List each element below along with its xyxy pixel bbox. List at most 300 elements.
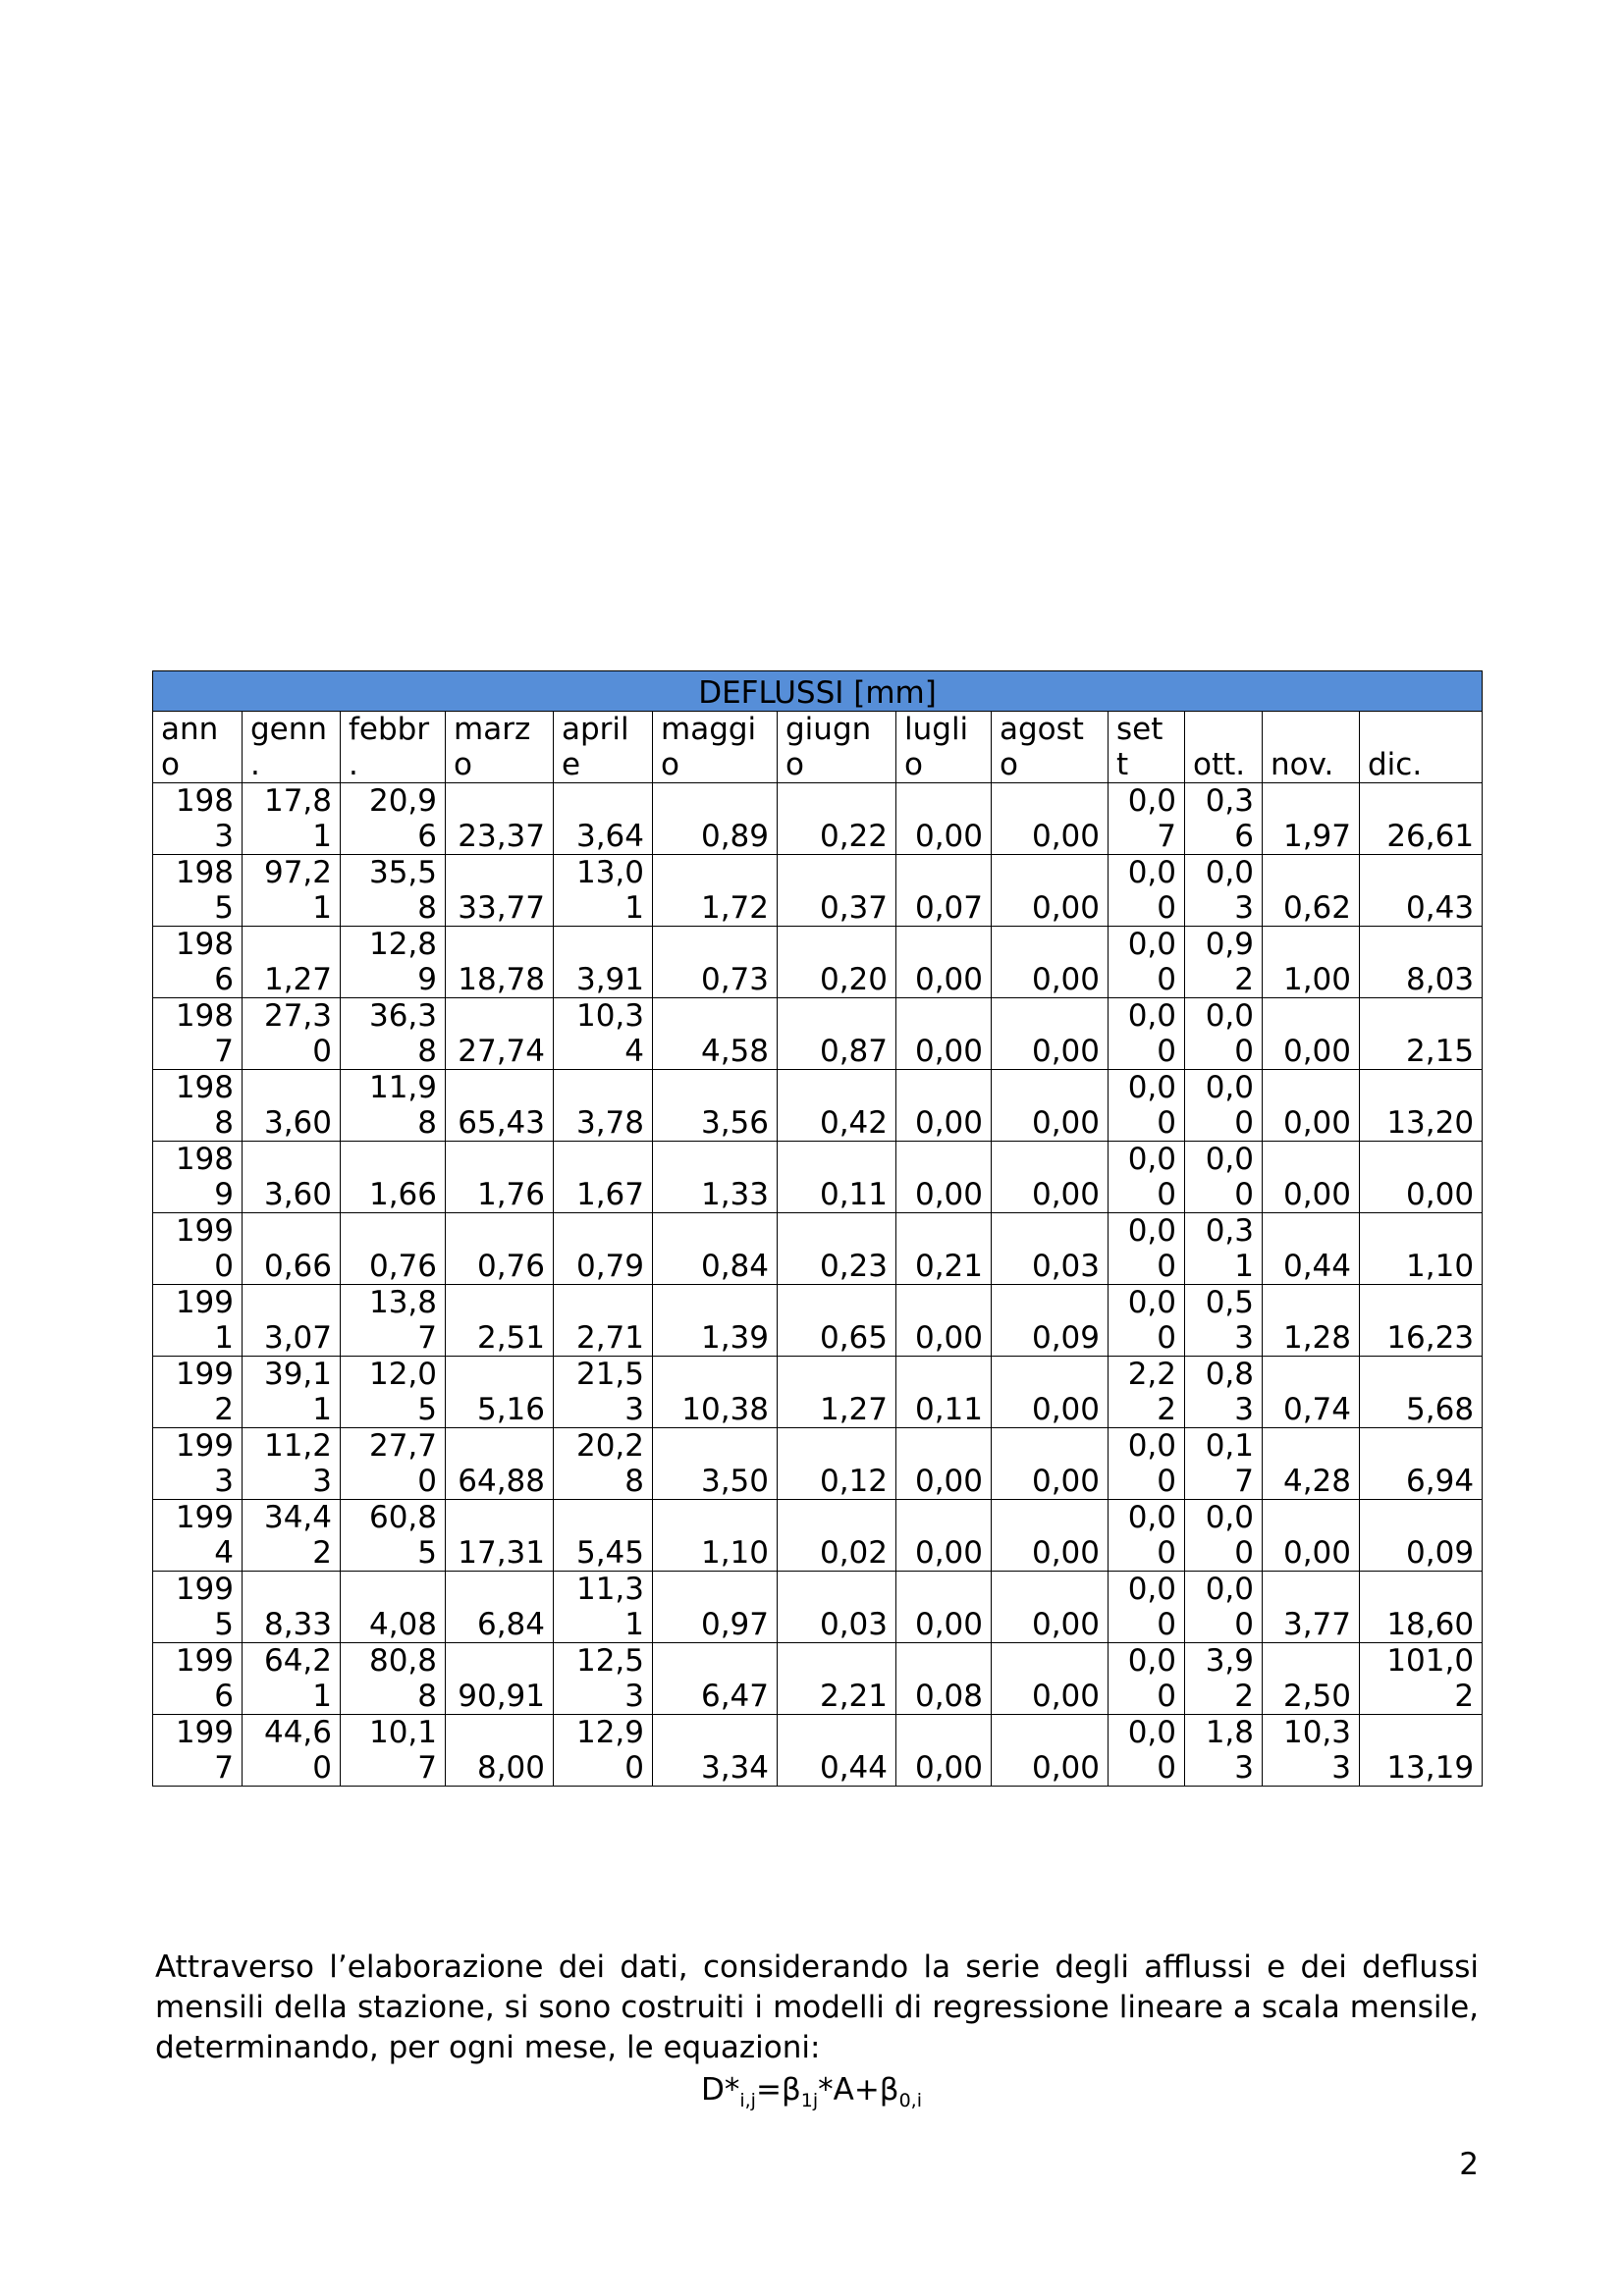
cell-line-1: 0,0 — [1127, 1715, 1176, 1750]
cell-line-2: 0,20 — [819, 962, 888, 997]
cell-line-2: 13,20 — [1386, 1105, 1475, 1141]
table-row — [153, 855, 1483, 927]
table-cell — [778, 1500, 896, 1572]
table-cell — [243, 1500, 341, 1572]
table-cell — [446, 855, 554, 927]
cell-line-2: 7 — [214, 1034, 234, 1069]
cell-line-2: 0,00 — [1031, 1105, 1100, 1141]
table-cell — [653, 1070, 778, 1142]
cell-line-2: 5,45 — [575, 1535, 644, 1571]
cell-line-2: 0,00 — [914, 1034, 983, 1069]
table-cell — [1263, 1285, 1360, 1357]
cell-line-1: 0,9 — [1205, 927, 1254, 962]
cell-line-2: 26,61 — [1386, 819, 1475, 854]
table-cell — [653, 998, 778, 1070]
cell-line-2: 18,60 — [1386, 1607, 1475, 1642]
cell-line-2: o — [1000, 747, 1018, 782]
cell-line-2: 0,65 — [819, 1320, 888, 1356]
cell-line-2: 2 — [1454, 1679, 1475, 1714]
table-cell — [243, 1070, 341, 1142]
cell-line-2: 7 — [214, 1750, 234, 1786]
table-row — [153, 1213, 1483, 1285]
cell-line-1: 36,3 — [368, 998, 437, 1034]
table-cell — [554, 783, 653, 855]
cell-line-2: 3 — [214, 819, 234, 854]
table-cell — [1185, 783, 1263, 855]
cell-line-2: 1 — [312, 1392, 332, 1427]
cell-line-1: april — [562, 712, 629, 747]
table-cell — [243, 927, 341, 998]
cell-line-1: 0,3 — [1205, 1213, 1254, 1249]
table-cell — [1263, 1643, 1360, 1715]
table-cell — [153, 855, 243, 927]
cell-line-1: 0,0 — [1205, 1500, 1254, 1535]
table-cell — [896, 1428, 992, 1500]
table-cell — [653, 1428, 778, 1500]
table-cell — [653, 1357, 778, 1428]
cell-line-1: 0,0 — [1127, 1285, 1176, 1320]
table-cell — [778, 1643, 896, 1715]
table-cell — [992, 1213, 1109, 1285]
table-cell — [1109, 1643, 1185, 1715]
cell-line-2: 0 — [624, 1750, 644, 1786]
cell-line-2: o — [454, 747, 472, 782]
table-cell — [778, 927, 896, 998]
cell-line-2: 1 — [624, 1607, 644, 1642]
cell-line-2: 8 — [417, 890, 437, 926]
cell-line-1: 12,5 — [575, 1643, 644, 1679]
table-cell — [1185, 1285, 1263, 1357]
cell-line-1: 34,4 — [263, 1500, 332, 1535]
cell-line-1: 0,8 — [1205, 1357, 1254, 1392]
cell-line-2: 0,00 — [1031, 890, 1100, 926]
cell-line-2: 0 — [1157, 1607, 1176, 1642]
table-cell — [446, 998, 554, 1070]
cell-line-2: 0,00 — [1282, 1105, 1351, 1141]
table-row — [153, 1285, 1483, 1357]
cell-line-2: 1 — [214, 1320, 234, 1356]
table-cell — [1360, 1715, 1483, 1787]
table-cell — [992, 1643, 1109, 1715]
cell-line-2: 8,00 — [476, 1750, 545, 1786]
cell-line-2: 2 — [1157, 1392, 1176, 1427]
cell-line-2: dic. — [1368, 747, 1423, 782]
table-cell — [554, 1070, 653, 1142]
cell-line-2: 0,89 — [700, 819, 769, 854]
cell-line-2: 0,00 — [914, 819, 983, 854]
cell-line-1: genn — [250, 712, 328, 747]
cell-line-2: 0,00 — [1031, 1535, 1100, 1571]
cell-line-1: 2,2 — [1127, 1357, 1176, 1392]
cell-line-2: 0 — [1234, 1535, 1254, 1571]
table-cell — [1360, 855, 1483, 927]
table-title-row — [153, 671, 1483, 712]
cell-line-2: 4,58 — [700, 1034, 769, 1069]
cell-line-2: 3,91 — [575, 962, 644, 997]
table-cell — [1360, 1428, 1483, 1500]
cell-line-2: 5 — [214, 890, 234, 926]
cell-line-2: 0,76 — [476, 1249, 545, 1284]
cell-line-2: 0,00 — [914, 1105, 983, 1141]
cell-line-1: 20,2 — [575, 1428, 644, 1464]
cell-line-2: 3,78 — [575, 1105, 644, 1141]
cell-line-2: 13,19 — [1386, 1750, 1475, 1786]
table-cell — [153, 1142, 243, 1213]
table-cell — [1263, 1142, 1360, 1213]
cell-line-2: 23,37 — [458, 819, 545, 854]
table-cell — [1109, 855, 1185, 927]
cell-line-2: 0,11 — [914, 1392, 983, 1427]
cell-line-2: t — [1116, 747, 1129, 782]
table-cell — [896, 1357, 992, 1428]
table-cell — [1263, 1500, 1360, 1572]
table-cell — [554, 855, 653, 927]
cell-line-1: 0,0 — [1127, 927, 1176, 962]
table-cell — [653, 855, 778, 927]
cell-line-2: 7 — [1234, 1464, 1254, 1499]
table-cell — [153, 1213, 243, 1285]
cell-line-2: 0,00 — [1031, 1392, 1100, 1427]
table-cell — [778, 998, 896, 1070]
cell-line-2: 0,00 — [914, 1320, 983, 1356]
cell-line-1: lugli — [904, 712, 969, 747]
cell-line-2: 17,31 — [458, 1535, 545, 1571]
cell-line-2: 0,42 — [819, 1105, 888, 1141]
cell-line-2: 0,23 — [819, 1249, 888, 1284]
cell-line-2: 5,68 — [1406, 1392, 1475, 1427]
table-cell — [341, 1572, 446, 1643]
table-cell — [341, 1643, 446, 1715]
header-row — [153, 712, 1483, 783]
cell-line-2: 0,07 — [914, 890, 983, 926]
cell-line-2: 0 — [1157, 1320, 1176, 1356]
cell-line-2: 0,37 — [819, 890, 888, 926]
cell-line-2: 1,27 — [819, 1392, 888, 1427]
cell-line-2: 65,43 — [458, 1105, 545, 1141]
cell-line-2: 1 — [312, 890, 332, 926]
cell-line-2: 0 — [1157, 1105, 1176, 1141]
cell-line-1: marz — [454, 712, 531, 747]
table-cell — [778, 1715, 896, 1787]
cell-line-2: 0,97 — [700, 1607, 769, 1642]
cell-line-2: 3,60 — [263, 1105, 332, 1141]
cell-line-1: agost — [1000, 712, 1084, 747]
cell-line-2: o — [161, 747, 180, 782]
table-cell — [1185, 1428, 1263, 1500]
cell-line-2: 2,15 — [1406, 1034, 1475, 1069]
cell-line-1: 0,0 — [1127, 783, 1176, 819]
cell-line-2: 8,33 — [263, 1607, 332, 1642]
cell-line-2: 4 — [214, 1535, 234, 1571]
table-cell — [1109, 1357, 1185, 1428]
cell-line-2: 3,07 — [263, 1320, 332, 1356]
header-cell — [243, 712, 341, 783]
cell-line-2: 18,78 — [458, 962, 545, 997]
header-cell — [153, 712, 243, 783]
table-cell — [1109, 1142, 1185, 1213]
cell-line-1: 198 — [175, 855, 234, 890]
table-cell — [1109, 1715, 1185, 1787]
cell-line-2: 33,77 — [458, 890, 545, 926]
table-cell — [1263, 1428, 1360, 1500]
cell-line-2: 2 — [214, 1392, 234, 1427]
cell-line-1: 17,8 — [263, 783, 332, 819]
cell-line-2: 0,00 — [1031, 962, 1100, 997]
cell-line-2: 8 — [624, 1464, 644, 1499]
table-cell — [1185, 1500, 1263, 1572]
cell-line-2: 1,39 — [700, 1320, 769, 1356]
table-cell — [446, 1572, 554, 1643]
cell-line-2: 2 — [1234, 962, 1254, 997]
cell-line-2: 3 — [1331, 1750, 1351, 1786]
cell-line-1: 0,0 — [1127, 1500, 1176, 1535]
table-cell — [992, 1572, 1109, 1643]
page-number: 2 — [1459, 2147, 1479, 2182]
cell-line-1: 12,0 — [368, 1357, 437, 1392]
table-cell — [992, 1357, 1109, 1428]
cell-line-2: 1 — [624, 890, 644, 926]
cell-line-2: 1 — [1234, 1249, 1254, 1284]
table-cell — [1360, 927, 1483, 998]
table-row — [153, 1142, 1483, 1213]
table-cell — [778, 1070, 896, 1142]
cell-line-2: 3 — [1234, 1750, 1254, 1786]
formula-sub-1j: 1j — [800, 2090, 819, 2111]
table-cell — [341, 855, 446, 927]
header-cell — [896, 712, 992, 783]
cell-line-2: 0 — [1157, 962, 1176, 997]
table-cell — [1263, 855, 1360, 927]
cell-line-1: 11,2 — [263, 1428, 332, 1464]
cell-line-2: 0,44 — [819, 1750, 888, 1786]
cell-line-2: 0 — [1157, 1464, 1176, 1499]
table-cell — [341, 783, 446, 855]
table-cell — [243, 1142, 341, 1213]
table-cell — [1109, 998, 1185, 1070]
cell-line-2: 9 — [417, 962, 437, 997]
cell-line-2: 0,66 — [263, 1249, 332, 1284]
cell-line-2: 3,60 — [263, 1177, 332, 1212]
table-cell — [1263, 927, 1360, 998]
cell-line-2: 3,77 — [1282, 1607, 1351, 1642]
cell-line-2: 0 — [1157, 1679, 1176, 1714]
table-cell — [992, 998, 1109, 1070]
cell-line-2: 3,64 — [575, 819, 644, 854]
cell-line-1: 13,0 — [575, 855, 644, 890]
cell-line-2: 0 — [312, 1034, 332, 1069]
cell-line-1: 27,7 — [368, 1428, 437, 1464]
cell-line-1: 0,0 — [1127, 998, 1176, 1034]
cell-line-2: . — [250, 747, 260, 782]
table-cell — [1360, 1285, 1483, 1357]
deflussi-table — [152, 670, 1483, 1787]
cell-line-2: 4 — [624, 1034, 644, 1069]
cell-line-1: 3,9 — [1205, 1643, 1254, 1679]
cell-line-1: 21,5 — [575, 1357, 644, 1392]
cell-line-2: 3 — [312, 1464, 332, 1499]
table-cell — [1109, 1285, 1185, 1357]
cell-line-1: 0,0 — [1205, 855, 1254, 890]
cell-line-1: 199 — [175, 1643, 234, 1679]
table-row — [153, 927, 1483, 998]
cell-line-1: 1,8 — [1205, 1715, 1254, 1750]
header-cell — [1109, 712, 1185, 783]
table-cell — [1185, 1643, 1263, 1715]
table-cell — [1185, 1213, 1263, 1285]
table-cell — [1185, 1070, 1263, 1142]
table-cell — [243, 1213, 341, 1285]
cell-line-2: 1,72 — [700, 890, 769, 926]
table-cell — [446, 1142, 554, 1213]
cell-line-2: 2,21 — [819, 1679, 888, 1714]
cell-line-2: 6 — [1234, 819, 1254, 854]
table-cell — [1109, 783, 1185, 855]
table-cell — [1360, 1572, 1483, 1643]
table-cell — [554, 998, 653, 1070]
table-cell — [1263, 1070, 1360, 1142]
cell-line-2: 1 — [312, 819, 332, 854]
table-cell — [1185, 1357, 1263, 1428]
table-cell — [341, 1500, 446, 1572]
cell-line-2: 0,22 — [819, 819, 888, 854]
table-cell — [243, 1285, 341, 1357]
table-cell — [153, 783, 243, 855]
cell-line-2: 3 — [1234, 890, 1254, 926]
header-cell — [992, 712, 1109, 783]
cell-line-2: 0 — [1157, 890, 1176, 926]
cell-line-2: 4,08 — [368, 1607, 437, 1642]
table-cell — [896, 1213, 992, 1285]
table-cell — [896, 1715, 992, 1787]
cell-line-2: 1,28 — [1282, 1320, 1351, 1356]
cell-line-1: 199 — [175, 1572, 234, 1607]
cell-line-1: 0,0 — [1127, 1572, 1176, 1607]
table-cell — [243, 855, 341, 927]
cell-line-2: 1,67 — [575, 1177, 644, 1212]
cell-line-1: 13,8 — [368, 1285, 437, 1320]
cell-line-2: 0 — [1157, 1249, 1176, 1284]
cell-line-1: 199 — [175, 1213, 234, 1249]
cell-line-1: 199 — [175, 1428, 234, 1464]
cell-line-2: 0,00 — [1282, 1034, 1351, 1069]
table-cell — [554, 1572, 653, 1643]
cell-line-1: 198 — [175, 1070, 234, 1105]
cell-line-1: 0,0 — [1127, 1643, 1176, 1679]
cell-line-2: 1,66 — [368, 1177, 437, 1212]
cell-line-1: 20,9 — [368, 783, 437, 819]
table-cell — [446, 1285, 554, 1357]
cell-line-2: e — [562, 747, 581, 782]
table-cell — [992, 1142, 1109, 1213]
table-row — [153, 1500, 1483, 1572]
table-row — [153, 998, 1483, 1070]
table-cell — [992, 927, 1109, 998]
cell-line-2: 0,00 — [1282, 1177, 1351, 1212]
table-cell — [153, 1643, 243, 1715]
cell-line-1: 27,3 — [263, 998, 332, 1034]
cell-line-2: 6,84 — [476, 1607, 545, 1642]
cell-line-2: 0,21 — [914, 1249, 983, 1284]
cell-line-1: 12,9 — [575, 1715, 644, 1750]
header-cell — [446, 712, 554, 783]
table-cell — [896, 1572, 992, 1643]
cell-line-1: 0,5 — [1205, 1285, 1254, 1320]
table-cell — [896, 1142, 992, 1213]
table-cell — [896, 1070, 992, 1142]
cell-line-2: 2,50 — [1282, 1679, 1351, 1714]
cell-line-2: 0,43 — [1406, 890, 1475, 926]
table-title: DEFLUSSI [mm] — [153, 671, 1483, 712]
table-row — [153, 1357, 1483, 1428]
cell-line-1: 10,1 — [368, 1715, 437, 1750]
cell-line-1: 199 — [175, 1715, 234, 1750]
cell-line-2: 0 — [1234, 1607, 1254, 1642]
cell-line-2: 10,38 — [681, 1392, 769, 1427]
table-cell — [992, 1715, 1109, 1787]
table-cell — [653, 1643, 778, 1715]
cell-line-2: 0,00 — [1406, 1177, 1475, 1212]
cell-line-2: 1,76 — [476, 1177, 545, 1212]
cell-line-2: 3,56 — [700, 1105, 769, 1141]
table-cell — [1109, 1070, 1185, 1142]
table-row — [153, 1572, 1483, 1643]
cell-line-1: set — [1116, 712, 1163, 747]
cell-line-1: 0,0 — [1205, 1572, 1254, 1607]
cell-line-2: 0,00 — [914, 1535, 983, 1571]
cell-line-2: 1,00 — [1282, 962, 1351, 997]
cell-line-2: 27,74 — [458, 1034, 545, 1069]
cell-line-2: 5,16 — [476, 1392, 545, 1427]
cell-line-2: 0,00 — [1031, 1679, 1100, 1714]
cell-line-1: 0,0 — [1205, 998, 1254, 1034]
cell-line-1: 11,9 — [368, 1070, 437, 1105]
formula-part2: =β — [755, 2072, 801, 2108]
cell-line-2: 1,33 — [700, 1177, 769, 1212]
table-cell — [243, 998, 341, 1070]
table-cell — [554, 1428, 653, 1500]
cell-line-1: 0,0 — [1205, 1070, 1254, 1105]
cell-line-1: 44,6 — [263, 1715, 332, 1750]
table-cell — [554, 1357, 653, 1428]
cell-line-2: 3 — [624, 1392, 644, 1427]
table-cell — [992, 855, 1109, 927]
cell-line-2: 0,84 — [700, 1249, 769, 1284]
cell-line-2: 6 — [214, 1679, 234, 1714]
formula-part3: *A+β — [818, 2072, 899, 2108]
table-cell — [1109, 1572, 1185, 1643]
table-row — [153, 1428, 1483, 1500]
cell-line-2: 0,00 — [1031, 1464, 1100, 1499]
cell-line-1: maggi — [661, 712, 757, 747]
cell-line-2: 0,08 — [914, 1679, 983, 1714]
cell-line-2: 0,03 — [819, 1607, 888, 1642]
cell-line-1: 0,0 — [1127, 1213, 1176, 1249]
table-cell — [1360, 1213, 1483, 1285]
cell-line-1: 0,0 — [1127, 1428, 1176, 1464]
cell-line-2: 0,00 — [914, 1464, 983, 1499]
cell-line-2: 0,76 — [368, 1249, 437, 1284]
cell-line-1: 0,1 — [1205, 1428, 1254, 1464]
formula-sub-ij: i,j — [739, 2090, 756, 2111]
cell-line-1: 0,0 — [1127, 1142, 1176, 1177]
header-cell — [341, 712, 446, 783]
cell-line-2: o — [904, 747, 923, 782]
cell-line-2: 64,88 — [458, 1464, 545, 1499]
cell-line-2: 0,00 — [914, 1177, 983, 1212]
table-cell — [341, 1285, 446, 1357]
cell-line-2: 3 — [1234, 1392, 1254, 1427]
cell-line-2: o — [785, 747, 804, 782]
